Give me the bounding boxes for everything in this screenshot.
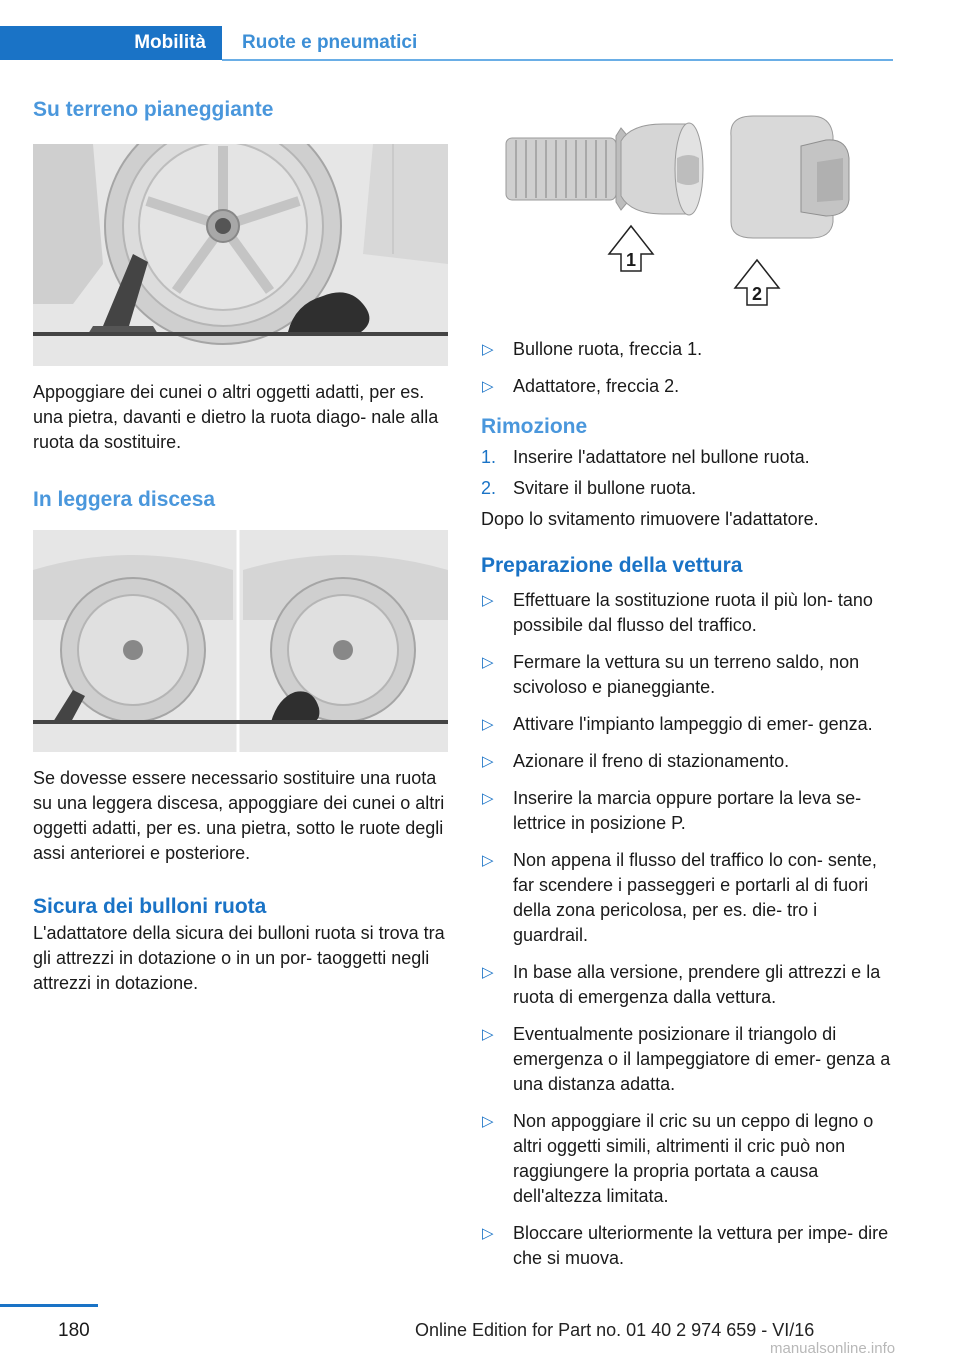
bolt-adapter-figure — [481, 96, 897, 321]
bolt-adapter-illustration — [481, 96, 897, 321]
step-item: 2. Svitare il bullone ruota. — [481, 478, 697, 498]
heading-flat-ground: Su terreno pianeggiante — [33, 98, 274, 121]
header-rule — [222, 59, 893, 61]
triangle-bullet-icon: ▷ — [482, 378, 494, 395]
triangle-bullet-icon: ▷ — [482, 1225, 494, 1242]
page-number: 180 — [58, 1320, 90, 1341]
triangle-bullet-icon: ▷ — [482, 716, 494, 733]
car-wheel-chock-illustration — [33, 144, 448, 366]
edition-text: Online Edition for Part no. 01 40 2 974 659 - VI/16 — [415, 1320, 815, 1340]
list-item: ▷ Azionare il freno di stazionamento. — [481, 749, 897, 774]
heading-vehicle-prep: Preparazione della vettura — [481, 554, 743, 577]
list-item: ▷ Inserire la marcia oppure portare la leva se- lettrice in posizione P. — [482, 788, 862, 833]
triangle-bullet-icon: ▷ — [482, 1026, 494, 1043]
heading-lock-bolts: Sicura dei bulloni ruota — [33, 895, 267, 918]
triangle-bullet-icon: ▷ — [482, 790, 494, 807]
footer-rule — [0, 1304, 98, 1307]
step-item: 1. Inserire l'adattatore nel bullone ruota. — [481, 447, 810, 467]
two-wheels-chock-illustration — [33, 530, 448, 752]
list-item: ▷ Bullone ruota, freccia 1. — [481, 337, 897, 362]
section-tab: Mobilità — [0, 26, 222, 60]
removal-steps — [481, 445, 897, 501]
parts-list — [481, 337, 897, 399]
triangle-bullet-icon: ▷ — [482, 592, 494, 609]
right-column — [481, 96, 897, 1283]
lock-bolts-text: L'adattatore della sicura dei bulloni ruota si trova tra gli attrezzi in dotazione o in un por- taoggetti negli attrezzi in dotazione. — [33, 923, 445, 993]
after-steps-text: Dopo lo svitamento rimuovere l'adattatore. — [481, 509, 819, 529]
list-item: ▷ Non appoggiare il cric su un ceppo di legno o altri oggetti simili, altrimenti il cric può non raggiungere la propria portata a causa dell'altezza limitata. — [482, 1111, 874, 1206]
slope-figure — [33, 530, 448, 752]
list-item: ▷ In base alla versione, prendere gli attrezzi e la ruota di emergenza dalla vettura. — [482, 962, 881, 1007]
list-item: ▷ Attivare l'impianto lampeggio di emer- genza. — [481, 712, 897, 737]
prep-list — [481, 588, 897, 1271]
triangle-bullet-icon: ▷ — [482, 654, 494, 671]
triangle-bullet-icon: ▷ — [482, 753, 494, 770]
flat-ground-figure — [33, 144, 448, 366]
list-item: ▷ Fermare la vettura su un terreno saldo, non scivoloso e pianeggiante. — [482, 652, 860, 697]
list-item: ▷ Effettuare la sostituzione ruota il più lon- tano possibile dal flusso del traffico. — [482, 590, 873, 635]
page-header — [0, 26, 893, 60]
left-column — [33, 96, 448, 996]
list-item: ▷ Bloccare ulteriormente la vettura per impe- dire che si muova. — [482, 1223, 889, 1268]
flat-ground-text: Appoggiare dei cunei o altri oggetti adatti, per es. una pietra, davanti e dietro la ruota diago- nale alla ruota da sostituire. — [33, 382, 439, 452]
list-item: ▷ Eventualmente posizionare il triangolo di emergenza o il lampeggiatore di emer- genza a una distanza adatta. — [482, 1024, 891, 1094]
triangle-bullet-icon: ▷ — [482, 1113, 494, 1130]
watermark-text: manualsonline.info — [770, 1340, 896, 1357]
list-item: ▷ Non appena il flusso del traffico lo con- sente, far scendere i passeggeri e portarli al di fuori della zona pericolosa, per es. die- tro i guardrail. — [482, 850, 877, 945]
arrow-1-label: 1 — [625, 250, 637, 270]
arrow-2-label: 2 — [751, 284, 763, 304]
slope-text: Se dovesse essere necessario sostituire una ruota su una leggera discesa, appoggiare dei cunei o altri oggetti adatti, per es. una pietra, sotto le ruote degli assi anteriorei e posteriore. — [33, 768, 445, 863]
triangle-bullet-icon: ▷ — [482, 341, 494, 358]
triangle-bullet-icon: ▷ — [482, 964, 494, 981]
list-item: ▷ Adattatore, freccia 2. — [481, 374, 897, 399]
heading-slope: In leggera discesa — [33, 488, 216, 511]
heading-removal: Rimozione — [481, 415, 588, 438]
triangle-bullet-icon: ▷ — [482, 852, 494, 869]
chapter-tab: Ruote e pneumatici — [242, 32, 418, 53]
